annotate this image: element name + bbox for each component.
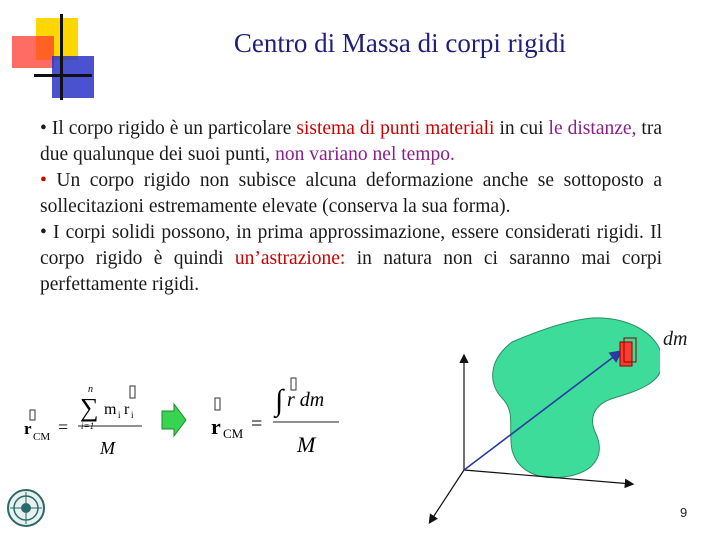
decor-line-vertical [60,14,63,100]
lhs-r: r [211,414,221,439]
text: I corpi solidi possono, in prima approssimazione, essere considerati rigidi. Il corpo rigido è quindi [40,222,662,269]
rigid-body-blob [493,318,660,478]
sum-lower: i=1 [81,421,95,431]
term-i: i [118,410,121,420]
rigid-body-diagram [420,312,660,530]
svg-text:=: = [251,413,263,435]
highlight: sistema di punti materiali [296,118,495,139]
term-m: m [104,401,117,418]
text: in cui [494,118,549,139]
decor-square-red [12,36,54,68]
svg-text:∫: ∫ [275,384,284,417]
decor-square-blue [52,56,94,98]
text: Un corpo rigido non subisce alcuna deformazione anche se sottoposto a sollecitazioni estremamente elevate (conserva la sua forma). [40,170,662,217]
svg-text:∑: ∑ [80,393,99,422]
text: in natura non ci saranno mai corpi perfettamente rigidi. [40,248,662,295]
formula-continuous [205,372,355,462]
lhs-sub: CM [33,431,51,443]
numerator: r dm [287,389,325,411]
paragraph-3 [40,220,662,298]
highlight: le distanze, [548,118,637,139]
text: Il corpo rigido è un particolare [46,118,297,139]
denominator: M [100,438,115,458]
denominator: M [297,432,316,457]
svg-text:=: = [58,417,69,437]
formula-discrete [20,380,170,460]
bullet: • [40,222,47,243]
highlight: non variano nel tempo. [275,144,455,165]
lhs-sub: CM [223,426,244,441]
bullet: • [40,170,47,191]
slide-body [40,116,662,298]
paragraph-1 [40,116,662,168]
text: tra due qualunque dei suoi punti, [40,118,662,165]
decor-line-horizontal [34,74,92,77]
highlight: un’astrazione: [234,248,346,269]
term-r-i: i [131,410,134,420]
page-number: 9 [680,505,688,520]
dm-label: dm [663,328,688,350]
sum-upper: n [88,384,93,395]
term-r: r [124,401,130,418]
lhs-r: r [24,419,32,438]
bullet: • [40,118,47,139]
slide-title: Centro di Massa di corpi rigidi [233,28,567,58]
paragraph-2 [40,168,662,220]
university-logo [6,488,46,528]
right-arrow-icon [160,402,188,438]
